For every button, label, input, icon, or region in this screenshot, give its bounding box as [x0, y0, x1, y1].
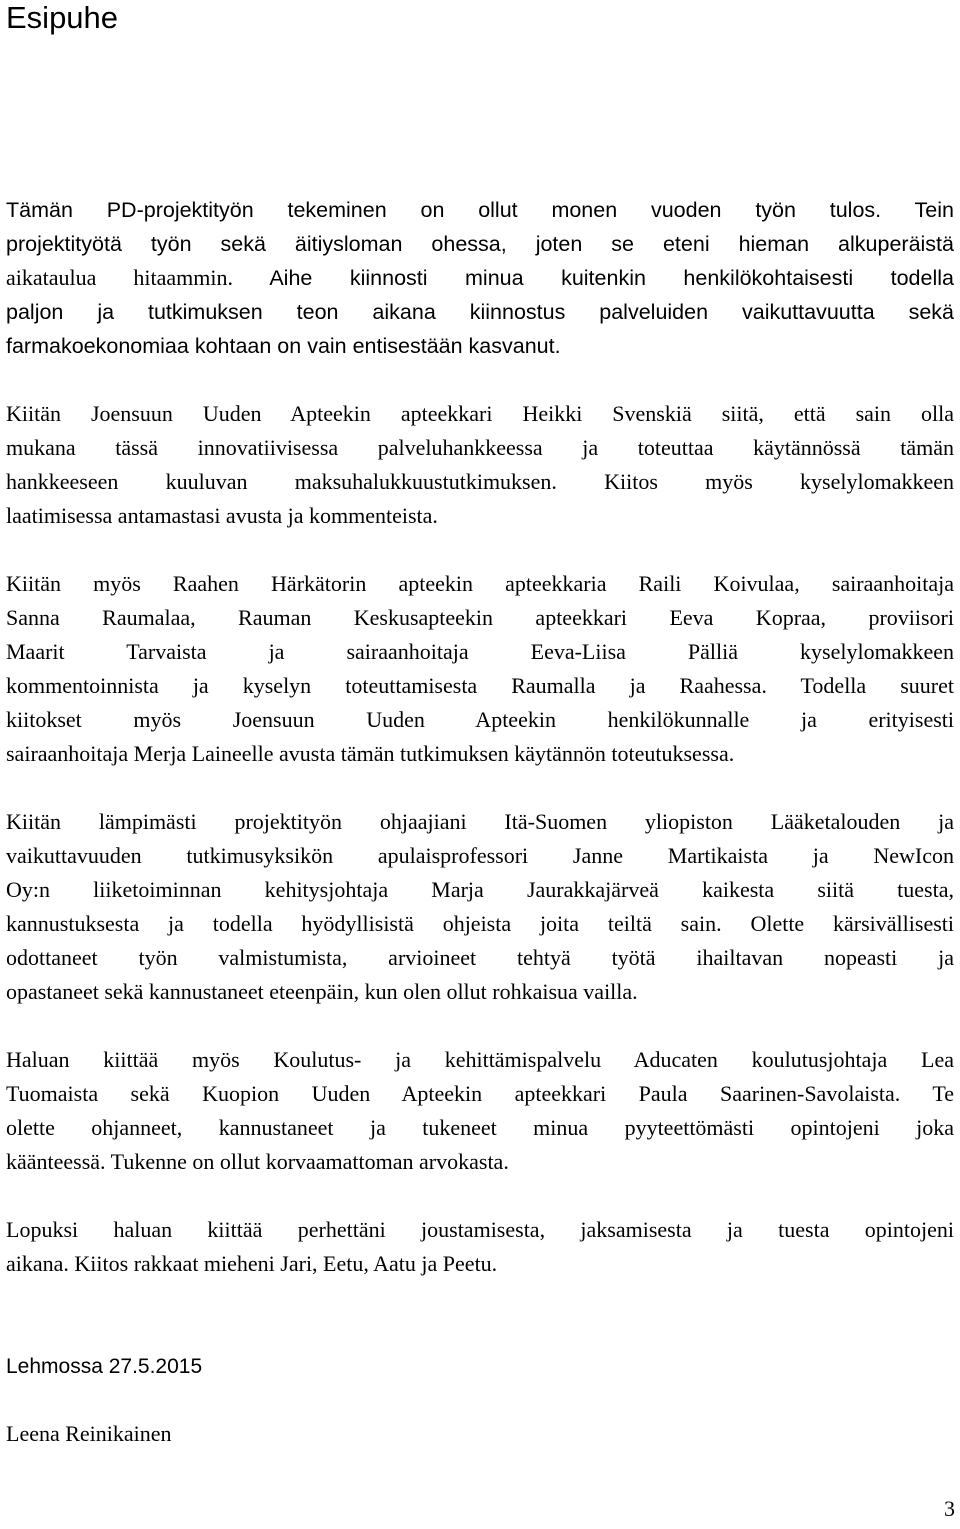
- text-segment: Aihe kiinnosti minua kuitenkin henkilökohtaisesti todella: [269, 266, 954, 290]
- paragraph-thanks-joensuu: [6, 397, 954, 533]
- text-line: kommentoinnista ja kyselyn toteuttamisesta Raumalla ja Raahessa. Todella suuret: [6, 673, 954, 698]
- paragraph-thanks-aducate: [6, 1043, 954, 1179]
- text-line: mukana tässä innovatiivisessa palveluhankkeessa ja toteuttaa käytännössä tämän: [6, 435, 954, 460]
- text-segment: aikataulua hitaammin.: [6, 265, 234, 290]
- text-line: projektityötä työn sekä äitiysloman ohessa, joten se eteni hieman alkuperäistä: [6, 232, 954, 256]
- page-number: 3: [944, 1496, 955, 1521]
- text-line: käänteessä. Tukenne on ollut korvaamattoman arvokasta.: [6, 1149, 509, 1174]
- text-line: aikana. Kiitos rakkaat mieheni Jari, Eetu, Aatu ja Peetu.: [6, 1251, 498, 1276]
- text-line: Kiitän Joensuun Uuden Apteekin apteekkari Heikki Svenskiä siitä, että sain olla: [6, 401, 954, 426]
- text-line: Tuomaista sekä Kuopion Uuden Apteekin apteekkari Paula Saarinen-Savolaista. Te: [6, 1081, 954, 1106]
- text-line: paljon ja tutkimuksen teon aikana kiinnostus palveluiden vaikuttavuutta sekä: [6, 300, 954, 324]
- paragraph-intro: [6, 193, 954, 363]
- text-line: Sanna Raumalaa, Rauman Keskusapteekin apteekkari Eeva Kopraa, proviisori: [6, 605, 954, 630]
- text-line: Lopuksi haluan kiittää perhettäni joustamisesta, jaksamisesta ja tuesta opintojeni: [6, 1217, 954, 1242]
- text-line: sairaanhoitaja Merja Laineelle avusta tämän tutkimuksen käytännön toteutuksessa.: [6, 741, 735, 766]
- text-line: odottaneet työn valmistumista, arvioineet tehtyä työtä ihailtavan nopeasti ja: [6, 945, 954, 970]
- text-line: hankkeeseen kuuluvan maksuhalukkuustutkimuksen. Kiitos myös kyselylomakkeen: [6, 469, 954, 494]
- page-title: Esipuhe: [6, 0, 119, 35]
- place-and-date: Lehmossa 27.5.2015: [6, 1355, 203, 1378]
- text-line: Kiitän myös Raahen Härkätorin apteekin apteekkaria Raili Koivulaa, sairaanhoitaja: [6, 571, 954, 596]
- text-line-mixed: [6, 261, 954, 295]
- signature-name: Leena Reinikainen: [6, 1421, 172, 1446]
- text-line: farmakoekonomiaa kohtaan on vain entisestään kasvanut.: [6, 334, 561, 358]
- text-line: laatimisessa antamastasi avusta ja kommenteista.: [6, 503, 438, 528]
- text-line: Haluan kiittää myös Koulutus- ja kehittämispalvelu Aducaten koulutusjohtaja Lea: [6, 1047, 954, 1072]
- text-line: kiitokset myös Joensuun Uuden Apteekin henkilökunnalle ja erityisesti: [6, 707, 954, 732]
- paragraph-thanks-pharmacies: [6, 567, 954, 771]
- text-line: kannustuksesta ja todella hyödyllisistä ohjeista joita teiltä sain. Olette kärsivällisesti: [6, 911, 954, 936]
- text-line: vaikuttavuuden tutkimusyksikön apulaisprofessori Janne Martikaista ja NewIcon: [6, 843, 954, 868]
- paragraph-thanks-family: [6, 1213, 954, 1281]
- text-line: olette ohjanneet, kannustaneet ja tukeneet minua pyyteettömästi opintojeni joka: [6, 1115, 954, 1140]
- text-line: Kiitän lämpimästi projektityön ohjaajiani Itä-Suomen yliopiston Lääketalouden ja: [6, 809, 954, 834]
- text-line: Tämän PD-projektityön tekeminen on ollut monen vuoden työn tulos. Tein: [6, 198, 954, 222]
- paragraph-thanks-supervisors: [6, 805, 954, 1009]
- text-line: Maarit Tarvaista ja sairaanhoitaja Eeva-Liisa Pälliä kyselylomakkeen: [6, 639, 954, 664]
- text-line: opastaneet sekä kannustaneet eteenpäin, kun olen ollut rohkaisua vailla.: [6, 979, 638, 1004]
- text-line: Oy:n liiketoiminnan kehitysjohtaja Marja Jaurakkajärveä kaikesta siitä tuesta,: [6, 877, 954, 902]
